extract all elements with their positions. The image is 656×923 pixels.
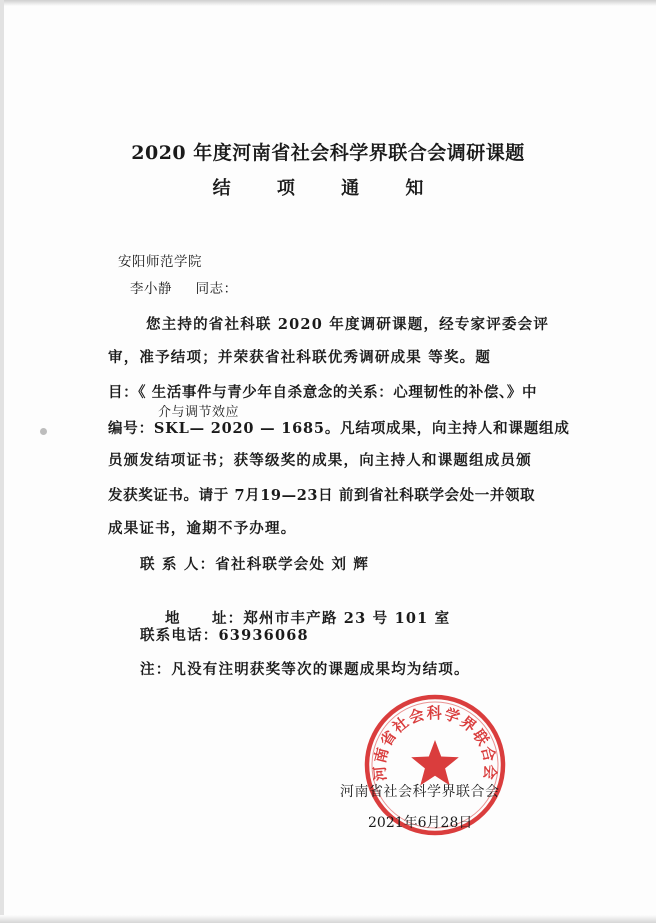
body-line-1: 您主持的省社科联 2020 年度调研课题，经专家评委会评 — [146, 316, 550, 333]
body-line-5: 编号：SKL— 2020 — 1685。凡结项成果，向主持人和课题组成 — [108, 420, 570, 437]
contact-phone-row — [140, 624, 309, 645]
scan-edge-bottom — [0, 915, 656, 923]
seal-text: 河南省社会科学界联合会 — [370, 704, 500, 782]
recipient-org: 安阳师范学院 — [118, 254, 202, 270]
contact-phone-value: 63936068 — [218, 627, 309, 644]
contact-phone-label: 联系电话： — [140, 627, 219, 644]
document-title: 2020 年度河南省社会科学界联合会调研课题 — [131, 142, 525, 164]
recipient-line — [130, 277, 238, 297]
seal-star — [411, 740, 459, 785]
scan-edge-top — [0, 0, 656, 6]
salutation: 同志： — [195, 281, 238, 297]
body-line-6: 员颁发结项证书；获等级奖的成果，向主持人和课题组成员颁 — [108, 452, 532, 469]
body-line-4: 介与调节效应 — [158, 405, 240, 420]
contact-address-label: 地 址： — [165, 610, 244, 627]
signature-org: 河南省社会科学界联合会 — [340, 784, 500, 800]
contact-person-label: 联 系 人： — [140, 556, 216, 573]
contact-person-value: 省社科联学会处 刘 辉 — [215, 556, 370, 573]
contact-person-row — [140, 553, 369, 574]
recipient-name: 李小静 — [130, 281, 172, 297]
body-line-8: 成果证书，逾期不予办理。 — [108, 520, 297, 537]
body-line-3: 目：《 生活事件与青少年自杀意念的关系：心理韧性的补偿、》中 — [108, 384, 538, 401]
contact-address-value: 郑州市丰产路 23 号 101 室 — [243, 610, 451, 627]
body-line-2: 审，准予结项；并荣获省社科联优秀调研成果 等奖。题 — [108, 349, 492, 366]
note: 注：凡没有注明获奖等次的课题成果均为结项。 — [140, 661, 470, 678]
document-subtitle: 结 项 通 知 — [212, 178, 444, 199]
binder-hole — [40, 428, 47, 435]
signature-date: 2021年6月28日 — [368, 815, 473, 831]
body-line-7: 发获奖证书。请于 7月19—23日 前到省社科联学会处一并领取 — [108, 487, 536, 504]
